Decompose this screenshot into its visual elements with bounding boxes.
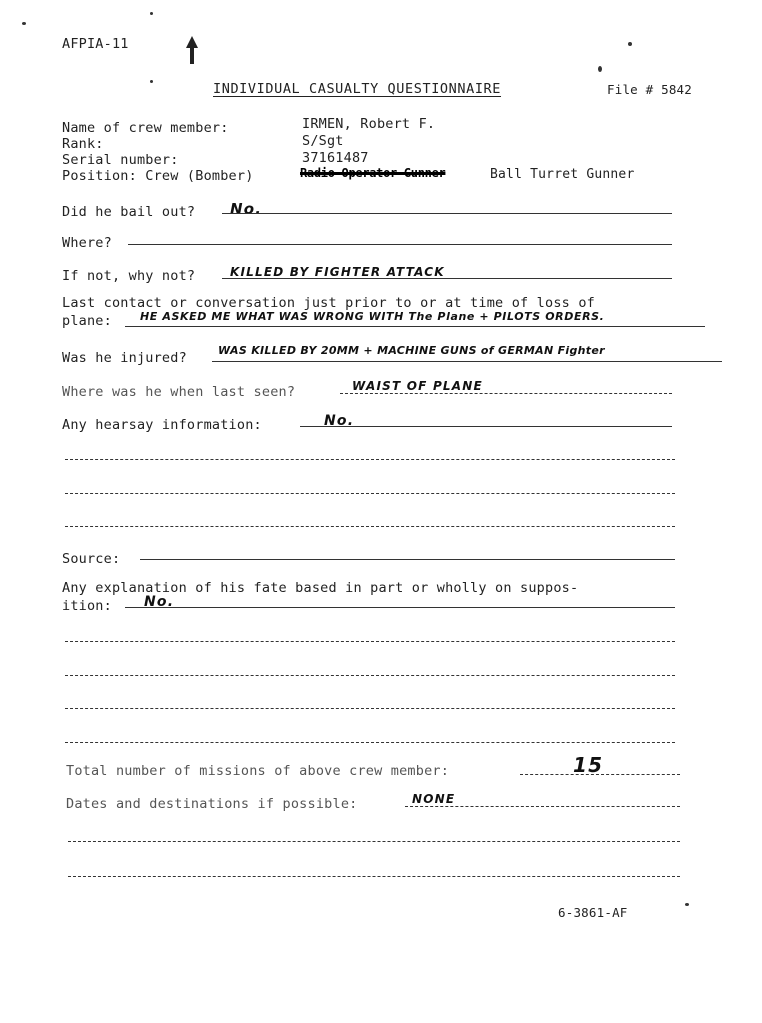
injured-line bbox=[212, 361, 722, 362]
why-not-label: If not, why not? bbox=[62, 268, 196, 284]
name-value: IRMEN, Robert F. bbox=[302, 116, 436, 132]
blank-line bbox=[65, 708, 675, 709]
position-value: Ball Turret Gunner bbox=[490, 167, 635, 182]
last-contact-line bbox=[125, 326, 705, 327]
blank-line bbox=[65, 675, 675, 676]
source-line bbox=[140, 559, 675, 560]
why-not-answer: KILLED BY FIGHTER ATTACK bbox=[230, 265, 445, 279]
where-line bbox=[128, 244, 672, 245]
position-label: Position: Crew (Bomber) bbox=[62, 168, 254, 184]
injured-label: Was he injured? bbox=[62, 350, 187, 366]
bail-out-answer: No. bbox=[230, 200, 263, 218]
where-seen-answer: WAIST OF PLANE bbox=[352, 379, 483, 393]
where-label: Where? bbox=[62, 235, 112, 251]
file-label-text: File # bbox=[607, 82, 654, 97]
missions-answer: 15 bbox=[573, 753, 604, 777]
blank-line bbox=[65, 526, 675, 527]
hearsay-line bbox=[300, 426, 672, 427]
footer-code: 6-3861-AF bbox=[558, 905, 628, 920]
dates-answer: NONE bbox=[412, 792, 456, 806]
form-title: INDIVIDUAL CASUALTY QUESTIONNAIRE bbox=[213, 81, 502, 97]
scan-speck bbox=[628, 42, 632, 46]
rank-label: Rank: bbox=[62, 136, 104, 152]
blank-line bbox=[68, 876, 680, 877]
position-struck-value: Radio Operator Gunner bbox=[300, 166, 446, 180]
scan-speck bbox=[150, 12, 153, 15]
explanation-answer: No. bbox=[144, 594, 175, 610]
missions-line bbox=[520, 774, 680, 775]
last-contact-answer: HE ASKED ME WHAT WAS WRONG WITH The Plane + PILOTS ORDERS. bbox=[140, 310, 605, 323]
bail-out-line bbox=[222, 213, 672, 214]
name-label: Name of crew member: bbox=[62, 120, 229, 136]
last-contact-label-1: Last contact or conversation just prior to or at time of loss of bbox=[62, 295, 595, 311]
last-contact-label-2: plane: bbox=[62, 313, 112, 329]
source-label: Source: bbox=[62, 551, 121, 567]
explanation-label-1: Any explanation of his fate based in part or wholly on suppos- bbox=[62, 580, 579, 596]
serial-value: 37161487 bbox=[302, 150, 369, 166]
bail-out-label: Did he bail out? bbox=[62, 204, 196, 220]
scan-speck bbox=[685, 903, 689, 906]
where-seen-line bbox=[340, 393, 672, 394]
scan-speck bbox=[598, 66, 602, 72]
why-not-line bbox=[222, 278, 672, 279]
blank-line bbox=[65, 493, 675, 494]
where-seen-label: Where was he when last seen? bbox=[62, 384, 296, 400]
dates-line bbox=[405, 806, 680, 807]
form-code: AFPIA-11 bbox=[62, 36, 129, 52]
explanation-label-2: ition: bbox=[62, 598, 112, 614]
explanation-line bbox=[125, 607, 675, 608]
hearsay-answer: No. bbox=[324, 413, 355, 429]
scan-speck bbox=[22, 22, 26, 25]
dates-label: Dates and destinations if possible: bbox=[66, 796, 358, 812]
file-number: 5842 bbox=[661, 82, 692, 97]
missions-label: Total number of missions of above crew member: bbox=[66, 763, 450, 779]
rank-value: S/Sgt bbox=[302, 133, 344, 149]
injured-answer: WAS KILLED BY 20MM + MACHINE GUNS of GERMAN Fighter bbox=[218, 344, 605, 357]
blank-line bbox=[65, 459, 675, 460]
hearsay-label: Any hearsay information: bbox=[62, 417, 262, 433]
file-label bbox=[607, 82, 692, 97]
scan-speck bbox=[150, 80, 153, 83]
serial-label: Serial number: bbox=[62, 152, 179, 168]
blank-line bbox=[65, 742, 675, 743]
arrow-mark-icon bbox=[185, 36, 199, 66]
blank-line bbox=[68, 841, 680, 842]
blank-line bbox=[65, 641, 675, 642]
